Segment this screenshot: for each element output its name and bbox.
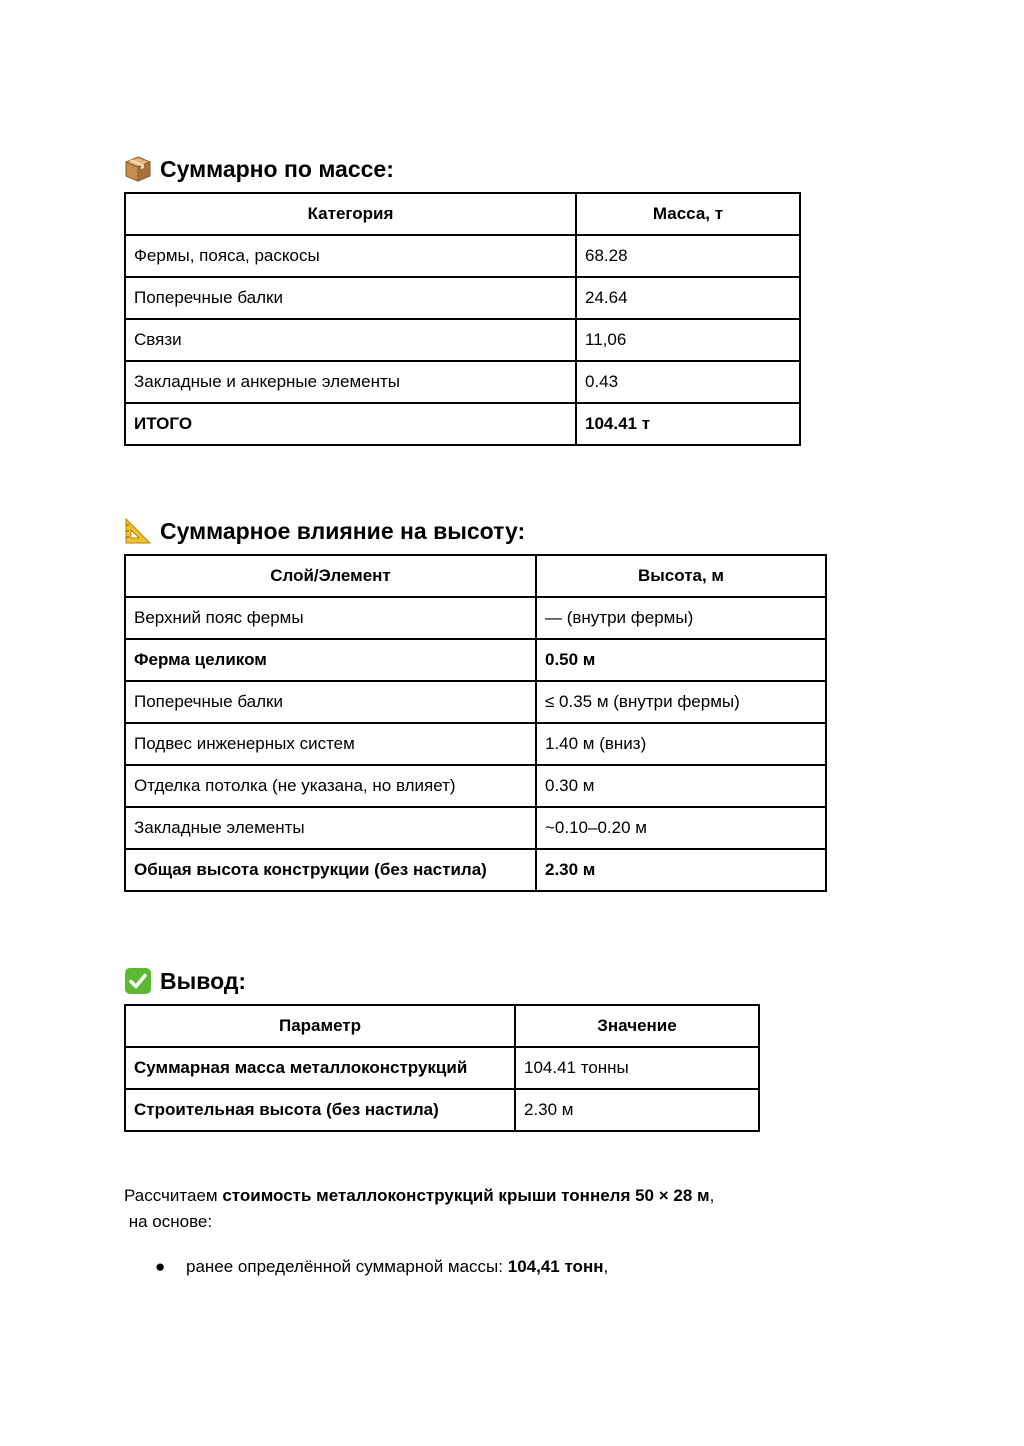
table-header-row: [125, 193, 800, 235]
bullet-marker: ●: [155, 1257, 166, 1276]
table-cell: Поперечные балки: [125, 681, 536, 723]
column-header: Слой/Элемент: [125, 555, 536, 597]
table-cell: Закладные элементы: [125, 807, 536, 849]
table-cell: 24.64: [576, 277, 800, 319]
table-header-row: [125, 555, 826, 597]
table-header-row: [125, 1005, 759, 1047]
body-paragraph: [124, 1183, 714, 1209]
table-cell: ИТОГО: [125, 403, 576, 445]
table-row: [125, 765, 826, 807]
column-header: Категория: [125, 193, 576, 235]
column-header: Значение: [515, 1005, 759, 1047]
table-cell: 0.50 м: [536, 639, 826, 681]
table-row-total: [125, 849, 826, 891]
section-title-height: [124, 516, 525, 546]
table-row: [125, 723, 826, 765]
table-row-total: [125, 403, 800, 445]
table-cell: Ферма целиком: [125, 639, 536, 681]
paragraph-bold-text: стоимость металлоконструкций крыши тоннеля 50 × 28 м: [222, 1186, 710, 1205]
table-cell: Верхний пояс фермы: [125, 597, 536, 639]
table-cell: Закладные и анкерные элементы: [125, 361, 576, 403]
table-cell: Подвес инженерных систем: [125, 723, 536, 765]
conclusion-table: [124, 1004, 760, 1132]
table-cell: 104.41 т: [576, 403, 800, 445]
column-header: Параметр: [125, 1005, 515, 1047]
column-header: Высота, м: [536, 555, 826, 597]
paragraph-text: ,: [709, 1186, 715, 1205]
table-cell: Фермы, пояса, раскосы: [125, 235, 576, 277]
table-cell: 104.41 тонны: [515, 1047, 759, 1089]
section-title-text: Суммарное влияние на высоту:: [160, 518, 526, 544]
package-icon: [124, 155, 152, 183]
triangular-ruler-icon: [124, 517, 152, 545]
table-cell: 68.28: [576, 235, 800, 277]
table-cell: ~0.10–0.20 м: [536, 807, 826, 849]
table-cell: 2.30 м: [536, 849, 826, 891]
table-cell: 0.43: [576, 361, 800, 403]
paragraph-text: Рассчитаем: [124, 1186, 223, 1205]
table-row: [125, 1047, 759, 1089]
section-title-text: Суммарно по массе:: [160, 156, 394, 182]
table-cell: Поперечные балки: [125, 277, 576, 319]
list-item-bold-text: 104,41 тонн: [507, 1257, 604, 1276]
table-row: [125, 1089, 759, 1131]
section-title-mass: [124, 154, 394, 184]
table-cell: Общая высота конструкции (без настила): [125, 849, 536, 891]
table-cell: 1.40 м (вниз): [536, 723, 826, 765]
table-cell: 0.30 м: [536, 765, 826, 807]
table-cell: 2.30 м: [515, 1089, 759, 1131]
table-cell: 11,06: [576, 319, 800, 361]
table-cell: Строительная высота (без настила): [125, 1089, 515, 1131]
table-row: [125, 277, 800, 319]
table-row: [125, 681, 826, 723]
list-item: [155, 1254, 608, 1280]
table-row: [125, 597, 826, 639]
body-paragraph-line2: на основе:: [124, 1212, 213, 1231]
check-mark-button-icon: [124, 967, 152, 995]
table-row: [125, 319, 800, 361]
list-item-text: ,: [603, 1257, 609, 1276]
table-cell: ≤ 0.35 м (внутри фермы): [536, 681, 826, 723]
table-cell: — (внутри фермы): [536, 597, 826, 639]
table-row: [125, 807, 826, 849]
column-header: Масса, т: [576, 193, 800, 235]
height-table: [124, 554, 827, 892]
table-cell: Связи: [125, 319, 576, 361]
section-title-conclusion: [124, 966, 246, 996]
list-item-text: ранее определённой суммарной массы:: [186, 1257, 508, 1276]
mass-table: [124, 192, 801, 446]
table-row: [125, 361, 800, 403]
table-row: [125, 639, 826, 681]
table-cell: Суммарная масса металлоконструкций: [125, 1047, 515, 1089]
table-cell: Отделка потолка (не указана, но влияет): [125, 765, 536, 807]
section-title-text: Вывод:: [160, 968, 247, 994]
table-row: [125, 235, 800, 277]
